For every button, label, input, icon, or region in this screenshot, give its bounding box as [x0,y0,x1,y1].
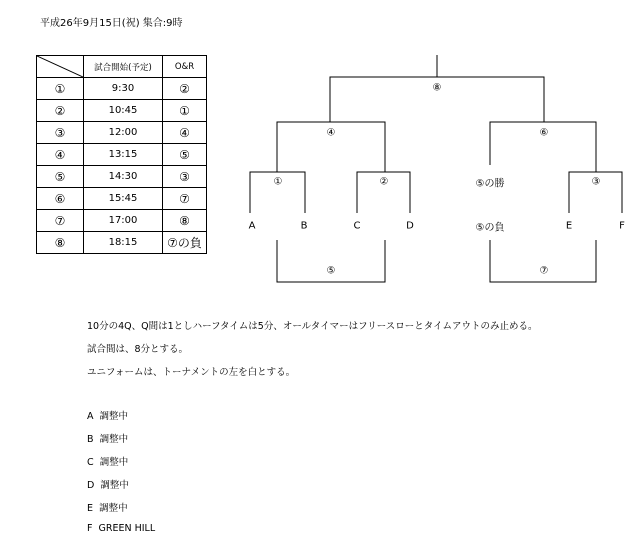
team-letter: B [87,434,94,445]
game3-label: ③ [591,176,601,188]
team-letter: D [87,480,95,491]
team-slot-a: A [248,220,256,232]
column-header-start-time: 試合開始(予定) [84,56,163,78]
or-team: ⑦の負 [163,232,207,254]
start-time: 10:45 [84,100,163,122]
winner5-label: ⑤の勝 [475,178,505,190]
team-name: 調整中 [99,411,129,422]
final-game-label: ⑧ [432,82,442,94]
team-slot-e: E [565,220,573,232]
page-header: 平成26年9月15日(祝) 集合:9時 [40,18,183,29]
team-name: GREEN HILL [98,523,156,534]
or-team: ④ [163,122,207,144]
or-team: ② [163,78,207,100]
start-time: 14:30 [84,166,163,188]
team-list-item [87,523,155,534]
team-list-item [87,477,129,491]
start-time: 13:15 [84,144,163,166]
team-letter: E [87,503,94,514]
game5-label: ⑤ [326,265,336,277]
start-time: 15:45 [84,188,163,210]
semi-right-game-label: ⑥ [539,127,549,139]
semi-left-game-label: ④ [326,127,336,139]
or-team: ⑧ [163,210,207,232]
game-number: ⑤ [37,166,84,188]
or-team: ③ [163,166,207,188]
game-number: ① [37,78,84,100]
game-number: ③ [37,122,84,144]
team-list-item [87,454,128,468]
rule-note: 試合間は、8分とする。 [87,344,189,355]
loser5-label: ⑤の負 [475,222,505,234]
column-header-or: O&R [163,56,207,78]
game7-label: ⑦ [539,265,549,277]
team-letter: C [87,457,94,468]
game1-label: ① [273,176,283,188]
team-list-item [87,431,128,445]
team-name: 調整中 [99,457,129,468]
game-number: ⑧ [37,232,84,254]
or-team: ⑦ [163,188,207,210]
start-time: 12:00 [84,122,163,144]
team-slot-f: F [619,220,625,232]
rule-note: ユニフォームは、トーナメントの左を白とする。 [87,367,296,378]
team-slot-b: B [300,220,308,232]
game2-label: ② [379,176,389,188]
game-number: ⑥ [37,188,84,210]
team-letter: F [87,523,93,534]
rule-note: 10分の4Q、Q間は1としハーフタイムは5分、オールタイマーはフリースローとタイムアウトのみ止める。 [87,321,538,332]
team-name: 調整中 [99,503,128,514]
start-time: 18:15 [84,232,163,254]
team-list-item [87,500,128,514]
team-slot-c: C [353,220,361,232]
start-time: 17:00 [84,210,163,232]
team-letter: A [87,411,94,422]
team-name: 調整中 [99,434,129,445]
team-slot-d: D [406,220,414,232]
game-number: ② [37,100,84,122]
start-time: 9:30 [84,78,163,100]
game-number: ④ [37,144,84,166]
or-team: ⑤ [163,144,207,166]
team-list-item [87,408,128,422]
game-number: ⑦ [37,210,84,232]
or-team: ① [163,100,207,122]
team-name: 調整中 [100,480,129,491]
